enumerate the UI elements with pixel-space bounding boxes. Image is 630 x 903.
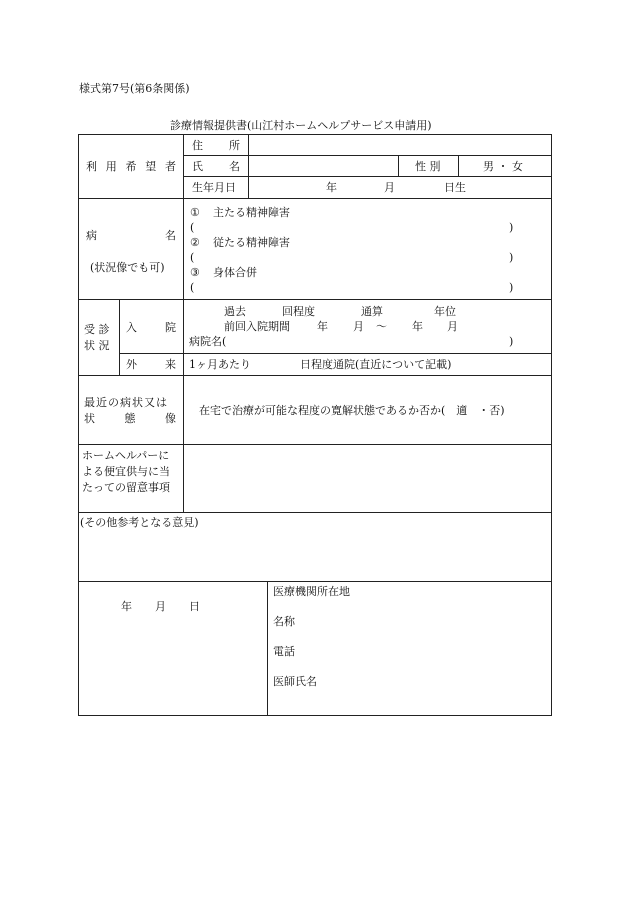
rule-address [183,155,551,156]
border-right [551,134,552,716]
rule-consult-end [78,375,551,376]
dob-year: 年 [326,181,337,194]
dob-label: 生年月日 [192,181,236,194]
condition-label-line1: 最近の病状又は [84,396,168,409]
inpatient-prev-year1: 年 [317,320,328,333]
footer-day: 日 [189,600,200,613]
helper-label-line3: たっての留意事項 [82,481,170,494]
col-sex-left [398,155,399,176]
footer-phone-label: 電話 [273,645,295,658]
col-consult-divider [119,299,120,375]
inpatient-prev-month2: 月 [447,320,458,333]
helper-label-line2: よる便宜供与に当 [82,465,170,478]
outpatient-visit: 日程度通院(直近について記載) [300,358,452,371]
document-title: 診療情報提供書(山江村ホームヘルプサービス申請用) [170,119,432,132]
disease-item-3-text: 身体合併 [213,266,257,279]
outpatient-label: 外 来 [126,358,176,371]
sex-options[interactable]: 男 ・ 女 [483,160,523,173]
consult-label-b: 状 況 [84,339,110,352]
rule-other-end [78,581,551,582]
name-label: 氏 名 [192,160,240,173]
dob-day: 日生 [444,181,466,194]
col-sex-right [458,155,459,176]
border-top [78,134,551,135]
disease-label-right: 名 [165,229,176,242]
disease-item-1-mark: ① [190,206,200,219]
footer-address-label: 医療機関所在地 [273,585,350,598]
disease-item-3-mark: ③ [190,266,200,279]
inpatient-prev-year2: 年 [412,320,423,333]
rule-name [183,176,551,177]
disease-note: (状況像でも可) [90,261,165,274]
inpatient-hospital-close: ) [509,335,514,348]
disease-item-2-open: ( [190,251,195,264]
disease-label-left: 病 [86,229,97,242]
other-opinion-field[interactable] [81,532,548,578]
col-field-divider [248,134,249,198]
inpatient-times: 回程度 [282,305,315,318]
disease-item-2-mark: ② [190,236,200,249]
rule-helper-end [78,512,551,513]
rule-disease-end [78,299,551,300]
name-field[interactable] [250,157,396,175]
inpatient-prev-month1: 月 [353,320,364,333]
rule-applicant-end [78,198,551,199]
inpatient-years: 年位 [434,305,456,318]
col-label-divider [183,134,184,512]
inpatient-label: 入 院 [126,321,176,334]
rule-condition-end [78,444,551,445]
applicant-label: 利 用 希 望 者 [86,160,176,173]
inpatient-past: 過去 [224,305,246,318]
other-opinion-label: (その他参考となる意見) [80,516,199,529]
disease-item-2-close: ) [509,251,514,264]
disease-item-3-open: ( [190,281,195,294]
inpatient-prev-period: 前回入院期間 [224,320,290,333]
footer-year: 年 [121,600,132,613]
consult-label-a: 受 診 [84,323,110,336]
condition-question: 在宅で治療が可能な程度の寛解状態であるか否か( 適 ・否) [199,404,505,417]
address-label: 住 所 [192,139,240,152]
footer-doctor-label: 医師氏名 [273,675,317,688]
disease-item-3-close: ) [509,281,514,294]
footer-month: 月 [155,600,166,613]
address-field[interactable] [250,136,548,154]
disease-item-1-text: 主たる精神障害 [213,206,290,219]
form-number: 様式第7号(第6条関係) [79,82,190,95]
dob-month: 月 [384,181,395,194]
inpatient-hospital-name: 病院名( [189,335,227,348]
sex-label: 性 別 [415,160,441,173]
outpatient-per-month: 1ヶ月あたり [189,358,251,371]
footer-name-label: 名称 [273,615,295,628]
helper-notes-field[interactable] [186,447,548,509]
disease-item-1-open: ( [190,221,195,234]
disease-item-1-close: ) [509,221,514,234]
inpatient-total: 通算 [361,305,383,318]
condition-label-line2: 状 態 像 [84,412,176,425]
border-left [78,134,79,716]
disease-item-2-text: 従たる精神障害 [213,236,290,249]
helper-label-line1: ホームヘルパーに [82,449,170,462]
inpatient-tilde: ～ [376,320,387,333]
border-bottom [78,715,551,716]
col-footer-divider [267,581,268,715]
